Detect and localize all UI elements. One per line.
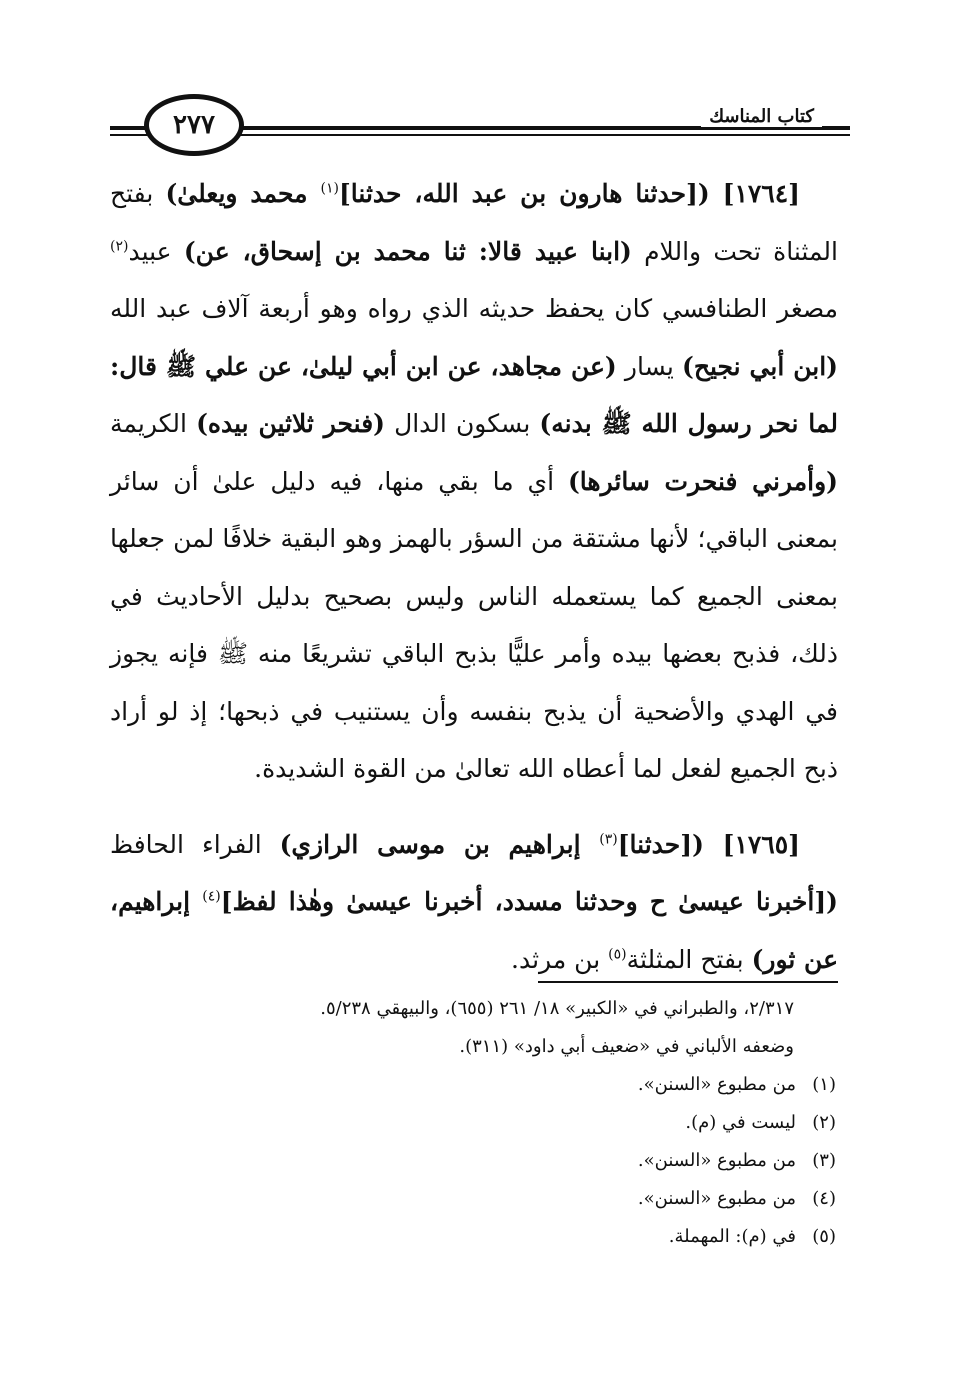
commentary-text: بسكون الدال: [384, 409, 540, 438]
page-header: [110, 92, 850, 162]
commentary-text: بفتح المثناة تحت واللام: [110, 179, 838, 266]
footnote-number: (٥): [812, 1226, 836, 1247]
narrator-text: ([أخبرنا عيسىٰ ح وحدثنا مسدد، أخبرنا عيسىٰ وهٰذا لفظ]: [220, 887, 838, 916]
footnote-text: من مطبوع «السنن».: [637, 1074, 796, 1095]
footnote-ref: (٣): [599, 831, 618, 848]
paragraph-1764: [110, 165, 838, 798]
footnote-continuation: ٢/٣١٧، والطبراني في «الكبير» ١٨/ ٢٦١ (٦٥٥)، والبيهقي ٥/٢٣٨.: [320, 998, 794, 1019]
footnote-text: في (م): المهملة.: [668, 1226, 796, 1247]
commentary-text: بن مرثد.: [511, 944, 609, 974]
footnote-ref: (١): [320, 180, 339, 197]
footnote-item: [110, 1142, 838, 1180]
commentary-text: عبيد: [128, 236, 184, 266]
running-title: كتاب المناسك: [701, 106, 822, 127]
narrator-text: محمد ويعلىٰ): [165, 179, 321, 208]
hadith-text: (فنحر ثلاثين بيده): [196, 409, 385, 438]
footnote-ref: (٥): [608, 946, 627, 963]
hadith-text: (عن مجاهد، عن ابن أبي ليلىٰ، عن علي ﷺ قال: لما نحر رسول الله ﷺ بدنه): [110, 351, 838, 438]
page-number: ٢٧٧: [144, 94, 244, 156]
footnote-item: [110, 1104, 838, 1142]
footnote-number: (١): [812, 1074, 836, 1095]
hadith-number: [١٧٦٤] ([حدثنا هارون بن عبد الله، حدثنا]: [338, 179, 801, 208]
footnote-item: [110, 1218, 838, 1256]
footnote-number: (٤): [812, 1188, 836, 1209]
footnote-continuation: وضعفه الألباني في «ضعيف أبي داود» (٣١١).: [459, 1036, 794, 1057]
footnote-text: من مطبوع «السنن».: [637, 1150, 796, 1171]
footnote-ref: (٢): [110, 238, 129, 255]
commentary-text: يسار: [616, 351, 683, 381]
commentary-text: أي ما بقي منها، فيه دليل علىٰ أن سائر بمعنى الباقي؛ لأنها مشتقة من السؤر بالهمز وهو البقية خلافًا لمن جعلها بمعنى الجميع كما يستعمله الناس وليس بصحيح بدليل الأحاديث في ذلك، فذبح بعضها بيده وأمر عليًّا بذبح الباقي تشريعًا منه ﷺ فإنه يجوز في الهدي والأضحية أن يذبح بنفسه وأن يستنيب في ذبحها؛ إذ لو أراد ذبح الجميع لفعل لما أعطاه الله تعالىٰ من القوة الشديدة.: [110, 466, 838, 783]
main-text: [110, 165, 838, 988]
paragraph-1765: [110, 816, 838, 989]
narrator-text: إبراهيم بن موسى الرازي): [279, 829, 600, 859]
narrator-text: (ابنا عبيد قالا: ثنا محمد بن إسحاق، عن): [183, 236, 632, 266]
narrator-text: (ابن أبي نجيح): [682, 351, 838, 381]
commentary-text: الفراء الحافظ: [110, 829, 280, 859]
footnote-number: (٢): [812, 1112, 836, 1133]
commentary-text: الكريمة: [110, 409, 197, 438]
footnote-item: [110, 1180, 838, 1218]
commentary-text: بفتح المثلثة: [626, 944, 752, 974]
footnote-ref: (٤): [202, 888, 221, 905]
footnote-text: من مطبوع «السنن».: [637, 1188, 796, 1209]
narrator-text: إبراهيم، عن ثور): [110, 887, 838, 974]
footnotes: [110, 990, 838, 1256]
footnote-text: ليست في (م).: [685, 1112, 796, 1133]
hadith-text: (وأمرني فنحرت سائرها): [567, 466, 838, 496]
commentary-text: مصغر الطنافسي كان يحفظ حديثه الذي رواه وهو أربعة آلاف عبد الله: [110, 294, 838, 323]
hadith-number: [١٧٦٥] ([حدثنا]: [617, 829, 800, 859]
footnote-number: (٣): [812, 1150, 836, 1171]
footnote-item: [110, 1066, 838, 1104]
footnote-separator: [538, 981, 838, 983]
